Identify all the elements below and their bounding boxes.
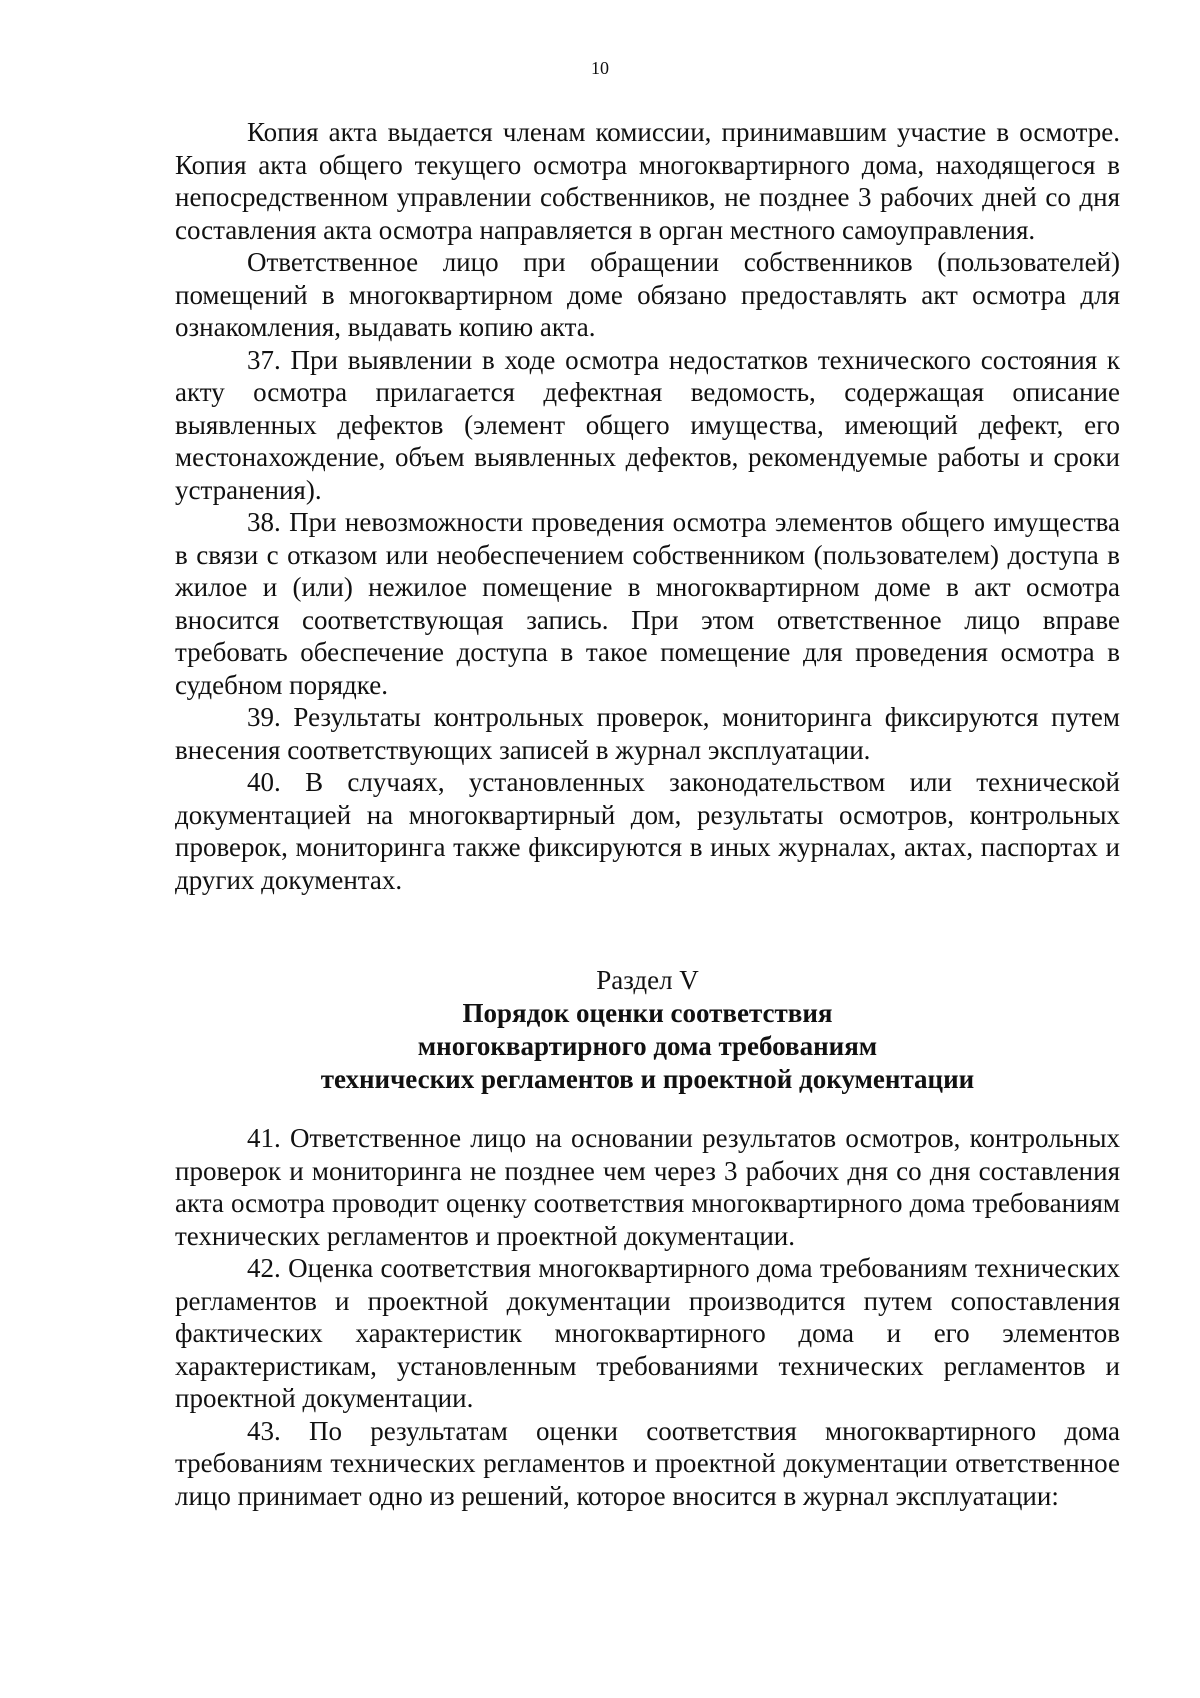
- paragraph-42: 42. Оценка соответствия многоквартирного дома требованиям технических регламентов и проектной документации производится путем сопоставления фактических характеристик многоквартирного дома и его элементов характеристикам, установленным требованиями технических регламентов и проектной документации.: [175, 1253, 1120, 1413]
- section-label: Раздел V: [596, 965, 699, 995]
- paragraph-41: 41. Ответственное лицо на основании результатов осмотров, контрольных проверок и мониторинга не позднее чем через 3 рабочих дня со дня составления акта осмотра проводит оценку соответствия многоквартирного дома требованиям технических регламентов и проектной документации.: [175, 1123, 1120, 1251]
- section-title-line-2: многоквартирного дома требованиям: [417, 1031, 878, 1061]
- paragraphs-after-section: [175, 1122, 1120, 1512]
- paragraph-38: 38. При невозможности проведения осмотра элементов общего имущества в связи с отказом или необеспечением собственником (пользователем) доступа в жилое и (или) нежилое помещение в многоквартирном доме в акт осмотра вносится соответствующая запись. При этом ответственное лицо вправе требовать обеспечение доступа в такое помещение для проведения осмотра в судебном порядке.: [175, 507, 1120, 700]
- paragraph-37: 37. При выявлении в ходе осмотра недостатков технического состояния к акту осмотра прилагается дефектная ведомость, содержащая описание выявленных дефектов (элемент общего имущества, имеющий дефект, его местонахождение, объем выявленных дефектов, рекомендуемые работы и сроки устранения).: [175, 344, 1120, 505]
- paragraph-responsible-person: Ответственное лицо при обращении собственников (пользователей) помещений в многоквартирном доме обязано предоставлять акт осмотра для ознакомления, выдавать копию акта.: [175, 247, 1120, 342]
- paragraphs-before-section: [175, 116, 1120, 896]
- section-title-line-1: Порядок оценки соответствия: [462, 998, 833, 1028]
- paragraph-act-copy: Копия акта выдается членам комиссии, принимавшим участие в осмотре. Копия акта общего текущего осмотра многоквартирного дома, находящегося в непосредственном управлении собственников, не позднее 3 рабочих дней со дня составления акта осмотра направляется в орган местного самоуправления.: [175, 117, 1120, 245]
- section-heading: [175, 964, 1120, 1096]
- paragraph-40: 40. В случаях, установленных законодательством или технической документацией на многоквартирный дом, результаты осмотров, контрольных проверок, мониторинга также фиксируются в иных журналах, актах, паспортах и других документах.: [175, 767, 1120, 895]
- page-number: 10: [591, 58, 609, 78]
- section-title-line-3: технических регламентов и проектной документации: [320, 1064, 975, 1094]
- paragraph-39: 39. Результаты контрольных проверок, мониторинга фиксируются путем внесения соответствующих записей в журнал эксплуатации.: [175, 702, 1120, 765]
- paragraph-43: 43. По результатам оценки соответствия многоквартирного дома требованиям технических регламентов и проектной документации ответственное лицо принимает одно из решений, которое вносится в журнал эксплуатации:: [175, 1415, 1120, 1511]
